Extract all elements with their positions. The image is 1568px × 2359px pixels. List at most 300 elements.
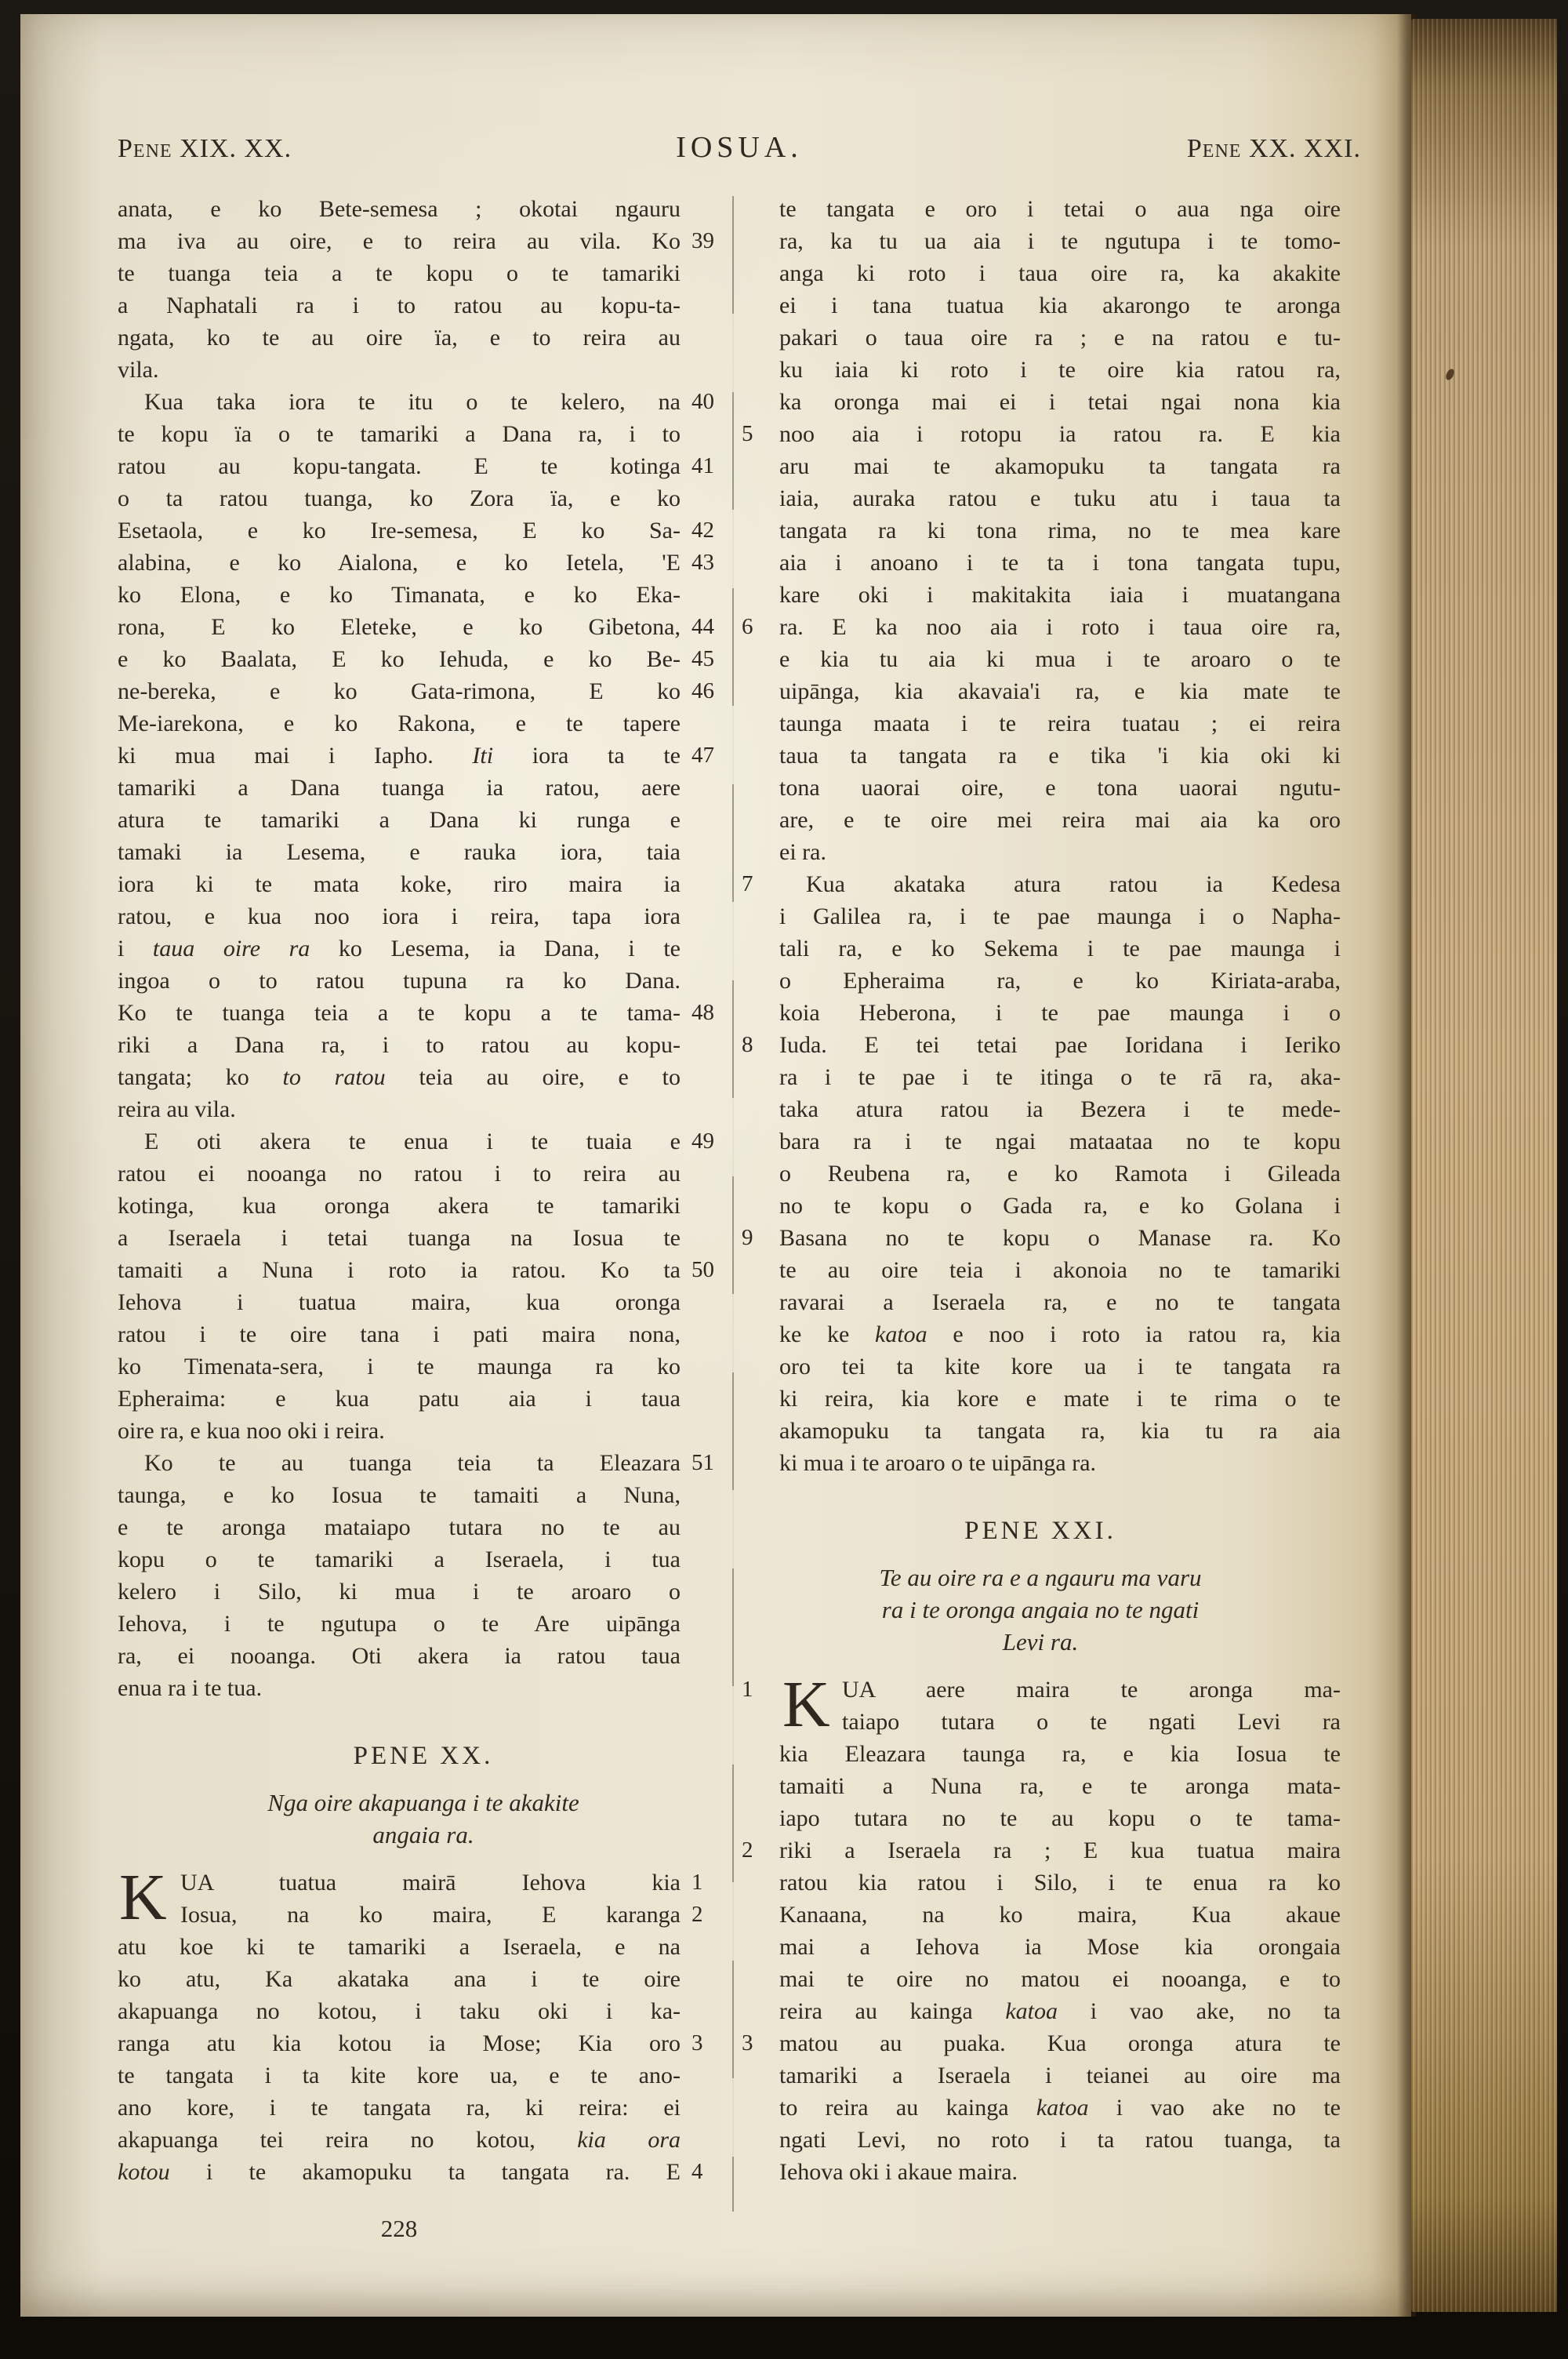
verse-number <box>681 1415 729 1447</box>
verse-number <box>681 1640 729 1672</box>
line-text: i taua oire ra ko Lesema, ia Dana, i te <box>118 936 681 961</box>
line-text: Basana no te kopu o Manase ra. Ko <box>779 1225 1341 1251</box>
verse-number <box>681 418 729 450</box>
line-text: E oti akera te enua i te tuaia e <box>144 1129 681 1154</box>
text-line <box>118 1479 729 1511</box>
line-text: atura te tamariki a Dana ki runga e <box>118 807 681 833</box>
text-line <box>118 450 729 482</box>
verse-number <box>740 257 779 289</box>
line-text: iora ki te mata koke, riro maira ia <box>118 871 681 897</box>
verse-number: 47 <box>691 743 714 768</box>
line-text: enua ra i te tua. <box>118 1675 263 1701</box>
text-line <box>118 2124 729 2156</box>
text-line <box>740 836 1341 868</box>
subtitle-line: Levi ra. <box>1002 1628 1079 1656</box>
line-text: iaia, auraka ratou e tuku atu i taua ta <box>779 485 1341 511</box>
line-text: ano kore, i te tangata ra, ki reira: ei <box>118 2095 681 2121</box>
verse-number <box>681 1158 729 1190</box>
text-line <box>740 643 1341 675</box>
text-line <box>740 1350 1341 1383</box>
text-line <box>118 611 729 643</box>
verse-number <box>681 1190 729 1222</box>
line-text: Kua taka iora te itu o te kelero, na <box>144 389 681 415</box>
text-line <box>118 579 729 611</box>
text-line <box>118 482 729 514</box>
line-text: te au oire teia i akonoia no te tamariki <box>779 1257 1341 1283</box>
line-text: akapuanga tei reira no kotou, kia ora <box>118 2127 681 2153</box>
page-number: 228 <box>380 2215 418 2242</box>
text-line <box>118 386 729 418</box>
text-line <box>118 1254 729 1286</box>
verse-number <box>681 1543 729 1576</box>
verse-number <box>681 965 729 997</box>
line-text: mai te oire no matou ei nooanga, e to <box>779 1966 1341 1992</box>
line-text: aia i anoano i te ta i tona tangata tupu, <box>779 550 1341 576</box>
line-text: o Reubena ra, e ko Ramota i Gileada <box>779 1161 1341 1187</box>
verse-number: 40 <box>691 389 714 414</box>
verse-number <box>681 2124 729 2156</box>
verse-number <box>681 579 729 611</box>
verse-number <box>740 1995 779 2027</box>
text-line <box>740 1383 1341 1415</box>
text-line <box>118 1350 729 1383</box>
text-line <box>118 547 729 579</box>
chapter-heading: PENE XX. <box>353 1742 494 1770</box>
line-text: no te kopu o Gada ra, e ko Golana i <box>779 1193 1341 1219</box>
line-text: vila. <box>118 357 159 383</box>
verse-number <box>740 1350 779 1383</box>
text-line <box>118 1995 729 2027</box>
book-page <box>20 14 1411 2317</box>
text-line <box>118 322 729 354</box>
text-line <box>740 2156 1341 2188</box>
verse-number: 5 <box>742 421 753 446</box>
text-line <box>118 900 729 932</box>
line-text: oro tei ta kite kore ua i te tangata ra <box>779 1354 1341 1379</box>
text-line <box>118 2156 729 2188</box>
verse-number <box>740 772 779 804</box>
verse-number <box>740 289 779 322</box>
text-line <box>740 257 1341 289</box>
text-line <box>740 1158 1341 1190</box>
verse-number <box>740 1866 779 1899</box>
line-text: ke ke katoa e noo i roto ia ratou ra, kia <box>779 1321 1341 1347</box>
verse-number <box>740 1383 779 1415</box>
verse-number <box>740 740 779 772</box>
verse-number <box>681 1350 729 1383</box>
text-line <box>118 1318 729 1350</box>
text-line <box>740 418 1341 450</box>
text-line <box>740 514 1341 547</box>
text-line <box>118 1029 729 1061</box>
verse-number <box>681 1995 729 2027</box>
line-text: ki mua mai i Iapho. Iti iora ta te <box>118 743 681 769</box>
verse-number <box>681 2092 729 2124</box>
text-line <box>740 1802 1341 1834</box>
line-text: Esetaola, e ko Ire-semesa, E ko Sa- <box>118 518 681 543</box>
line-text: taua ta tangata ra e tika 'i kia oki ki <box>779 743 1341 769</box>
text-line <box>118 2092 729 2124</box>
line-text: ei i tana tuatua kia akarongo te aronga <box>779 293 1341 318</box>
line-text: o ta ratou tuanga, ko Zora ïa, e ko <box>118 485 681 511</box>
verse-number: 48 <box>691 1000 714 1025</box>
verse-number <box>740 482 779 514</box>
line-text: reira au vila. <box>118 1096 236 1122</box>
text-line <box>118 1576 729 1608</box>
line-text: UA aere maira te aronga ma- <box>842 1677 1341 1703</box>
verse-number <box>681 1576 729 1608</box>
line-text: ku iaia ki roto i te oire kia ratou ra, <box>779 357 1341 383</box>
line-text: Iehova oki i akaue maira. <box>779 2159 1018 2185</box>
verse-number <box>740 579 779 611</box>
line-text: ne-bereka, e ko Gata-rimona, E ko <box>118 678 681 704</box>
text-line <box>118 1447 729 1479</box>
verse-number: 8 <box>742 1032 753 1057</box>
text-line <box>740 1254 1341 1286</box>
line-text: ravarai a Iseraela ra, e no te tangata <box>779 1289 1341 1315</box>
text-line <box>740 932 1341 965</box>
line-text: te tuanga teia a te kopu o te tamariki <box>118 260 681 286</box>
running-head-left: Pene XIX. XX. <box>118 134 292 163</box>
verse-block <box>740 1668 1341 2188</box>
verse-number <box>681 1931 729 1963</box>
subtitle-line: Te au oire ra e a ngauru ma varu <box>879 1564 1202 1591</box>
verse-number: 4 <box>691 2159 703 2184</box>
line-text: tamaiti a Nuna i roto ia ratou. Ko ta <box>118 1257 681 1283</box>
line-text: kelero i Silo, ki mua i te aroaro o <box>118 1579 681 1605</box>
text-line <box>740 1738 1341 1770</box>
verse-number <box>740 675 779 707</box>
text-line <box>740 804 1341 836</box>
verse-number <box>740 1061 779 1093</box>
line-text: o Epheraima ra, e ko Kiriata-araba, <box>779 968 1341 994</box>
text-line <box>740 1995 1341 2027</box>
line-text: Kanaana, na ko maira, Kua akaue <box>779 1902 1341 1928</box>
text-line <box>740 965 1341 997</box>
text-line <box>118 1190 729 1222</box>
verse-number: 42 <box>691 518 714 543</box>
line-text: a Naphatali ra i to ratou au kopu-ta- <box>118 293 681 318</box>
line-text: ngati Levi, no roto i ta ratou tuanga, ta <box>779 2127 1341 2153</box>
text-line <box>118 514 729 547</box>
text-line <box>118 1222 729 1254</box>
drop-cap: K <box>782 1668 830 1741</box>
text-line <box>740 482 1341 514</box>
verse-number <box>740 1286 779 1318</box>
text-line <box>740 2059 1341 2092</box>
text-line <box>118 804 729 836</box>
verse-number <box>740 450 779 482</box>
line-text: e te aronga mataiapo tutara no te au <box>118 1514 681 1540</box>
text-line <box>118 1866 729 1899</box>
line-text: kotou i te akamopuku ta tangata ra. E <box>118 2159 681 2185</box>
line-text: kia Eleazara taunga ra, e kia Iosua te <box>779 1741 1341 1767</box>
text-line <box>740 354 1341 386</box>
subtitle-line: Nga oire akapuanga i te akakite <box>267 1789 579 1816</box>
text-line <box>740 1834 1341 1866</box>
line-text: ko atu, Ka akataka ana i te oire <box>118 1966 681 1992</box>
text-line <box>740 2092 1341 2124</box>
verse-number <box>740 1254 779 1286</box>
verse-number <box>740 2092 779 2124</box>
subtitle-line: ra i te oronga angaia no te ngati <box>881 1596 1200 1623</box>
text-line <box>740 1674 1341 1706</box>
verse-number <box>740 547 779 579</box>
verse-number: 2 <box>742 1837 753 1863</box>
drop-cap: K <box>119 1861 167 1934</box>
verse-number <box>681 322 729 354</box>
verse-number <box>740 1931 779 1963</box>
verse-number <box>740 707 779 740</box>
verse-number <box>740 1963 779 1995</box>
verse-number: 51 <box>691 1450 714 1475</box>
text-line <box>118 289 729 322</box>
line-text: ki reira, kia kore e mate i te rima o te <box>779 1386 1341 1412</box>
line-text: tangata ra ki tona rima, no te mea kare <box>779 518 1341 543</box>
line-text: pakari o taua oire ra ; e na ratou e tu- <box>779 325 1341 351</box>
verse-number <box>681 804 729 836</box>
line-text: riki a Dana ra, i to ratou au kopu- <box>118 1032 681 1058</box>
verse-number <box>681 2059 729 2092</box>
verse-number <box>681 1029 729 1061</box>
verse-number <box>681 1286 729 1318</box>
line-text: ki mua i te aroaro o te uipānga ra. <box>779 1450 1097 1476</box>
verse-number <box>681 707 729 740</box>
verse-number: 43 <box>691 550 714 575</box>
line-text: tamariki a Dana tuanga ia ratou, aere <box>118 775 681 801</box>
line-text: taunga, e ko Iosua te tamaiti a Nuna, <box>118 1482 681 1508</box>
text-line <box>740 322 1341 354</box>
line-text: tona uaorai oire, e tona uaorai ngutu- <box>779 775 1341 801</box>
line-text: ratou ei nooanga no ratou i to reira au <box>118 1161 681 1187</box>
text-line <box>118 643 729 675</box>
verse-number <box>681 1093 729 1125</box>
line-text: ko Elona, e ko Timanata, e ko Eka- <box>118 582 681 608</box>
verse-number <box>681 868 729 900</box>
verse-number <box>740 386 779 418</box>
line-text: are, e te oire mei reira mai aia ka oro <box>779 807 1341 833</box>
verse-number: 1 <box>742 1677 753 1702</box>
line-text: bara ra i te ngai mataataa no te kopu <box>779 1129 1341 1154</box>
right-text-column <box>740 193 1341 2188</box>
text-line <box>740 289 1341 322</box>
text-line <box>118 1061 729 1093</box>
text-line <box>118 1543 729 1576</box>
verse-number <box>740 932 779 965</box>
line-text: Kua akataka atura ratou ia Kedesa <box>806 871 1341 897</box>
text-line <box>740 1447 1341 1479</box>
verse-number <box>740 1190 779 1222</box>
line-text: tali ra, e ko Sekema i te pae maunga i <box>779 936 1341 961</box>
verse-number <box>681 1479 729 1511</box>
line-text: taunga maata i te reira tuatau ; ei reira <box>779 711 1341 736</box>
text-line <box>740 1318 1341 1350</box>
line-text: ratou, e kua noo iora i reira, tapa iora <box>118 903 681 929</box>
line-text: ratou au kopu-tangata. E te kotinga <box>118 453 681 479</box>
line-text: iapo tutara no te au kopu o te tama- <box>779 1805 1341 1831</box>
text-line <box>118 193 729 225</box>
verse-number <box>681 1672 729 1704</box>
text-line <box>740 1963 1341 1995</box>
verse-number: 39 <box>691 228 714 253</box>
line-text: uipānga, kia akavaia'i ra, e kia mate te <box>779 678 1341 704</box>
text-line <box>118 2027 729 2059</box>
verse-number <box>740 2124 779 2156</box>
verse-number <box>740 1447 779 1479</box>
line-text: Ko te tuanga teia a te kopu a te tama- <box>118 1000 681 1026</box>
line-text: te tangata i ta kite kore ua, e te ano- <box>118 2063 681 2088</box>
text-line <box>740 579 1341 611</box>
text-line <box>118 965 729 997</box>
line-text: reira au kainga katoa i vao ake, no ta <box>779 1998 1341 2024</box>
line-text: a Iseraela i tetai tuanga na Iosua te <box>118 1225 681 1251</box>
line-text: taiapo tutara o te ngati Levi ra <box>842 1709 1341 1735</box>
line-text: Iuda. E tei tetai pae Ioridana i Ieriko <box>779 1032 1341 1058</box>
verse-number <box>740 1158 779 1190</box>
line-text: riki a Iseraela ra ; E kua tuatua maira <box>779 1837 1341 1863</box>
verse-number: 1 <box>691 1870 703 1895</box>
line-text: ei ra. <box>779 839 826 865</box>
line-text: kare oki i makitakita iaia i muatangana <box>779 582 1341 608</box>
verse-number <box>740 193 779 225</box>
text-line <box>740 611 1341 643</box>
verse-number: 49 <box>691 1129 714 1154</box>
text-line <box>118 675 729 707</box>
text-line <box>118 997 729 1029</box>
verse-number <box>681 354 729 386</box>
text-line <box>118 257 729 289</box>
verse-number <box>740 804 779 836</box>
line-text: noo aia i rotopu ia ratou ra. E kia <box>779 421 1341 447</box>
line-text: ra, ei nooanga. Oti akera ia ratou taua <box>118 1643 681 1669</box>
text-line <box>740 772 1341 804</box>
verse-number <box>740 1738 779 1770</box>
text-line <box>118 1608 729 1640</box>
text-line <box>118 354 729 386</box>
line-text: ra i te pae i te itinga o te rā ra, aka- <box>779 1064 1341 1090</box>
line-text: kopu o te tamariki a Iseraela, i tua <box>118 1547 681 1572</box>
verse-number: 46 <box>691 678 714 703</box>
line-text: anga ki roto i taua oire ra, ka akakite <box>779 260 1341 286</box>
subtitle-line: angaia ra. <box>372 1821 474 1848</box>
verse-number <box>740 322 779 354</box>
line-text: to reira au kainga katoa i vao ake no te <box>779 2095 1341 2121</box>
verse-number <box>681 836 729 868</box>
verse-number <box>681 1318 729 1350</box>
text-line <box>740 1093 1341 1125</box>
verse-number <box>740 1706 779 1738</box>
verse-number <box>681 1608 729 1640</box>
verse-number <box>681 193 729 225</box>
verse-number <box>740 643 779 675</box>
verse-number <box>681 257 729 289</box>
verse-number <box>681 1963 729 1995</box>
text-line <box>740 2124 1341 2156</box>
text-line <box>740 1190 1341 1222</box>
verse-number: 44 <box>691 614 714 639</box>
verse-block <box>118 1861 729 2188</box>
line-text: ratou i te oire tana i pati maira nona, <box>118 1321 681 1347</box>
line-text: ra, ka tu ua aia i te ngutupa i te tomo- <box>779 228 1341 254</box>
verse-number: 2 <box>691 1902 703 1927</box>
line-text: taka atura ratou ia Bezera i te mede- <box>779 1096 1341 1122</box>
verse-number <box>740 1770 779 1802</box>
line-text: Iosua, na ko maira, E karanga <box>180 1902 681 1928</box>
line-text: Epheraima: e kua patu aia i taua <box>118 1386 681 1412</box>
chapter-heading: PENE XXI. <box>964 1517 1116 1545</box>
line-text: Ko te au tuanga teia ta Eleazara <box>144 1450 681 1476</box>
line-text: oire ra, e kua noo oki i reira. <box>118 1418 385 1444</box>
line-text: ka oronga mai ei i tetai ngai nona kia <box>779 389 1341 415</box>
text-line <box>740 997 1341 1029</box>
line-text: anata, e ko Bete-semesa ; okotai ngauru <box>118 196 681 222</box>
text-line <box>740 868 1341 900</box>
line-text: ngata, ko te au oire ïa, e to reira au <box>118 325 681 351</box>
chapter-subtitle <box>118 1787 729 1851</box>
text-line <box>740 707 1341 740</box>
text-line <box>740 2027 1341 2059</box>
verse-number <box>740 1802 779 1834</box>
line-text: rona, E ko Eleteke, e ko Gibetona, <box>118 614 681 640</box>
verse-number <box>681 482 729 514</box>
line-text: akamopuku ta tangata ra, kia tu ra aia <box>779 1418 1341 1444</box>
text-line <box>118 2059 729 2092</box>
text-line <box>118 1931 729 1963</box>
verse-number: 3 <box>742 2030 753 2055</box>
text-line <box>118 1899 729 1931</box>
text-line <box>118 1415 729 1447</box>
text-line <box>740 1706 1341 1738</box>
line-text: tamariki a Iseraela i teianei au oire ma <box>779 2063 1341 2088</box>
verse-number <box>740 997 779 1029</box>
verse-number <box>740 514 779 547</box>
verse-number <box>681 932 729 965</box>
verse-number <box>740 1125 779 1158</box>
verse-number: 41 <box>691 453 714 478</box>
book-fore-edge <box>1411 19 1557 2312</box>
text-line <box>740 1029 1341 1061</box>
chapter-subtitle <box>740 1561 1341 1658</box>
verse-number <box>740 2059 779 2092</box>
line-text: ko Timenata-sera, i te maunga ra ko <box>118 1354 681 1379</box>
text-line <box>740 1415 1341 1447</box>
verse-number <box>740 1415 779 1447</box>
line-text: mai a Iehova ia Mose kia orongaia <box>779 1934 1341 1960</box>
text-line <box>740 1286 1341 1318</box>
text-line <box>118 1093 729 1125</box>
verse-number <box>740 900 779 932</box>
text-line <box>740 740 1341 772</box>
text-line <box>740 386 1341 418</box>
text-line <box>740 225 1341 257</box>
text-line <box>118 772 729 804</box>
line-text: ra. E ka noo aia i roto i taua oire ra, <box>779 614 1341 640</box>
line-text: i Galilea ra, i te pae maunga i o Napha- <box>779 903 1341 929</box>
text-line <box>740 1125 1341 1158</box>
text-line <box>118 1286 729 1318</box>
text-line <box>118 1125 729 1158</box>
verse-number: 3 <box>691 2030 703 2055</box>
text-line <box>740 1061 1341 1093</box>
line-text: alabina, e ko Aialona, e ko Ietela, 'E <box>118 550 681 576</box>
text-line <box>118 836 729 868</box>
text-line <box>118 1672 729 1704</box>
line-text: te kopu ïa o te tamariki a Dana ra, i to <box>118 421 681 447</box>
verse-number: 7 <box>742 871 753 896</box>
verse-number <box>681 1061 729 1093</box>
line-text: e kia tu aia ki mua i te aroaro o te <box>779 646 1341 672</box>
text-line <box>118 1511 729 1543</box>
